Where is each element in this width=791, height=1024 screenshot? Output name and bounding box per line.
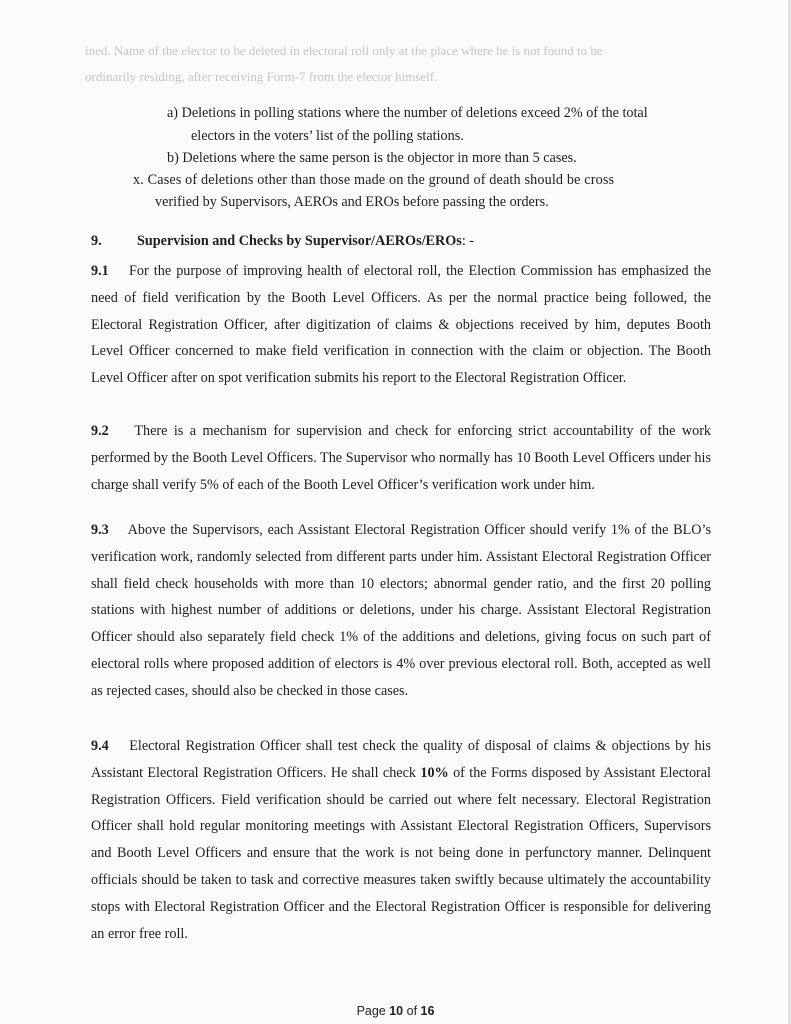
list-item-x-cont: verified by Supervisors, AEROs and EROs before passing the orders. xyxy=(155,194,549,210)
paragraph-text: Above the Supervisors, each Assistant Electoral Registration Officer should verify 1% of the BLO’s verification work, randomly selected from different parts under him. Assistant Electoral Registration Officer shall field check households with more than 10 electors; abnormal gender ratio, and the first 20 polling stations with highest number of additions or deletions, under his charge. Assistant Electoral Registration Officer should also separately field check 1% of the additions and deletions, giving focus on such part of electoral rolls where proposed addition of electors is 4% over previous electoral roll. Both, accepted as well as rejected cases, should also be checked in those cases. xyxy=(91,522,711,699)
paragraph-9-1 xyxy=(91,258,711,392)
footer-current-page: 10 xyxy=(389,1004,404,1018)
section-suffix: : - xyxy=(461,233,475,249)
paragraph-text: Electoral Registration Officer shall test check the quality of disposal of claims & objections by his Assistant Electoral Registration Officers. He shall check xyxy=(91,738,711,781)
footer-total-pages: 16 xyxy=(420,1004,435,1018)
bleed-through-line: ordinarily residing, after receiving Form-7 from the elector himself. xyxy=(85,69,438,84)
section-heading xyxy=(91,233,474,250)
paragraph-bold-text: 10% xyxy=(420,764,449,781)
paragraph-text: of the Forms disposed by Assistant Electoral Registration Officers. Field verification should be carried out where felt necessary. Electoral Registration Officer shall hold regular monitoring meetings with Assistant Electoral Registration Officers, Supervisors and Booth Level Officers and ensure that the work is not being done in perfunctory manner. Delinquent officials should be taken to task and corrective measures taken swiftly because ultimately the accountability stops with Electoral Registration Officer and the Electoral Registration Officer is responsible for delivering an error free roll. xyxy=(91,764,711,942)
section-title: Supervision and Checks by Supervisor/AEROs/EROs xyxy=(137,233,462,249)
section-number: 9. xyxy=(91,233,102,249)
paragraph-text: There is a mechanism for supervision and check for enforcing strict accountability of the work performed by the Booth Level Officers. The Supervisor who normally has 10 Booth Level Officers under his charge shall verify 5% of each of the Booth Level Officer’s verification work under him. xyxy=(91,423,712,493)
page-footer xyxy=(0,1004,791,1018)
paragraph-text: For the purpose of improving health of electoral roll, the Election Commission has emphasized the need of field verification by the Booth Level Officers. As per the normal practice being followed, the Electoral Registration Officer, after digitization of claims & objections received by him, deputes Booth Level Officer concerned to make field verification in connection with the claim or objection. The Booth Level Officer after on spot verification submits his report to the Electoral Registration Officer. xyxy=(91,263,712,387)
bleed-through-line: ined. Name of the elector to be deleted in electoral roll only at the place where he is not found to be xyxy=(85,43,603,58)
list-item-a: a) Deletions in polling stations where the number of deletions exceed 2% of the total xyxy=(167,105,648,121)
paragraph-number: 9.1 xyxy=(91,263,109,279)
list-item-x: x. Cases of deletions other than those made on the ground of death should be cross xyxy=(133,172,615,188)
list-item-b: b) Deletions where the same person is the objector in more than 5 cases. xyxy=(167,150,577,166)
list-item-a-cont: electors in the voters’ list of the polling stations. xyxy=(191,128,464,144)
paragraph-9-4 xyxy=(91,733,711,947)
paragraph-number: 9.3 xyxy=(91,522,109,538)
footer-of: of xyxy=(403,1004,421,1018)
paragraph-number: 9.4 xyxy=(91,738,109,754)
paragraph-9-2 xyxy=(91,418,711,498)
footer-label: Page xyxy=(356,1004,390,1018)
paragraph-number: 9.2 xyxy=(91,423,109,439)
paragraph-9-3 xyxy=(91,517,711,705)
